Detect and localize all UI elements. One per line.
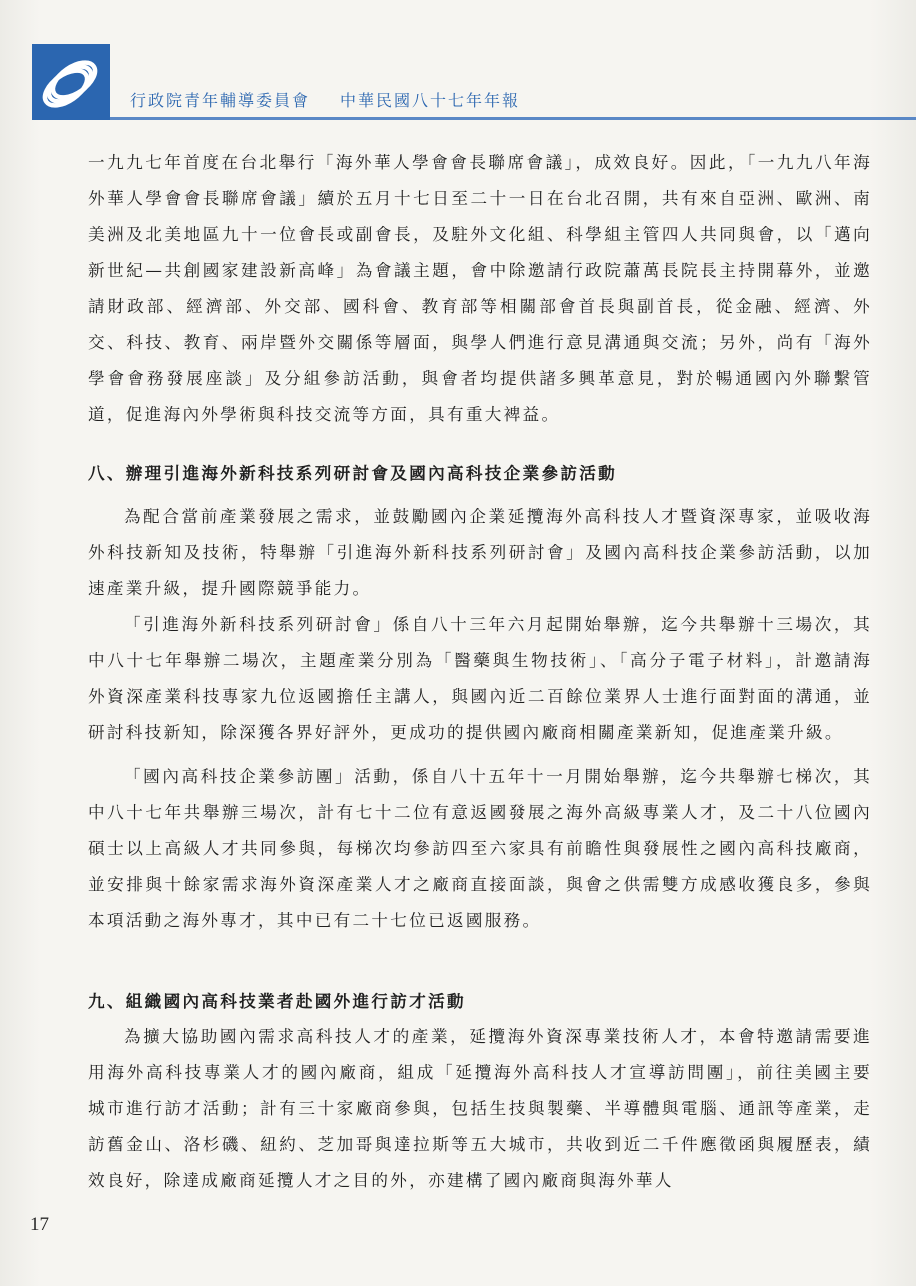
report-title: 中華民國八十七年年報 <box>340 91 521 110</box>
section-8-paragraph-1: 為配合當前產業發展之需求，並鼓勵國內企業延攬海外高科技人才暨資深專家，並吸收海外科技新知及技術，特舉辦「引進海外新科技系列研討會」及國內高科技企業參訪活動，以加速產業升級，提升國際競爭能力。 <box>88 507 872 598</box>
header-rule <box>110 117 916 120</box>
header-title <box>130 88 520 111</box>
intro-paragraph: 一九九七年首度在台北舉行「海外華人學會會長聯席會議」，成效良好。因此，「一九九八年海外華人學會會長聯席會議」續於五月十七日至二十一日在台北召開，共有來自亞洲、歐洲、南美洲及北美地區九十一位會長或副會長，及駐外文化組、科學組主管四人共同與會，以「邁向新世紀—共創國家建設新高峰」為會議主題，會中除邀請行政院蕭萬長院長主持開幕外，並邀請財政部、經濟部、外交部、國科會、教育部等相關部會首長與副首長，從金融、經濟、外交、科技、教育、兩岸暨外交關係等層面，與學人們進行意見溝通與交流；另外，尚有「海外學會會務發展座談」及分組參訪活動，與會者均提供諸多興革意見，對於暢通國內外聯繫管道，促進海內外學術與科技交流等方面，具有重大裨益。 <box>88 153 872 424</box>
logo <box>32 44 110 120</box>
organization-name: 行政院青年輔導委員會 <box>130 91 311 110</box>
section-8-paragraph-3: 「國內高科技企業參訪團」活動，係自八十五年十一月開始舉辦，迄今共舉辦七梯次，其中八十七年共舉辦三場次，計有七十二位有意返國發展之海外高級專業人才，及二十八位國內碩士以上高級人才共同參與，每梯次均參訪四至六家具有前瞻性與發展性之國內高科技廠商，並安排與十餘家需求海外資深產業人才之廠商直接面談，與會之供需雙方成感收獲良多，參與本項活動之海外專才，其中已有二十七位已返國服務。 <box>88 767 872 930</box>
section-heading-9: 九、組織國內高科技業者赴國外進行訪才活動 <box>88 991 466 1011</box>
section-9-paragraph-1: 為擴大協助國內需求高科技人才的產業，延攬海外資深專業技術人才，本會特邀請需要進用海外高科技專業人才的國內廠商，組成「延攬海外高科技人才宣導訪問團」，前往美國主要城市進行訪才活動；計有三十家廠商參與，包括生技與製藥、半導體與電腦、通訊等產業，走訪舊金山、洛杉磯、紐約、芝加哥與達拉斯等五大城市，共收到近二千件應徵函與履歷表，績效良好，除達成廠商延攬人才之目的外，亦建構了國內廠商與海外華人 <box>88 1027 872 1190</box>
page-number: 17 <box>30 1214 49 1235</box>
main-content <box>88 145 872 1199</box>
page-header <box>32 44 916 124</box>
section-heading-8: 八、辦理引進海外新科技系列研討會及國內高科技企業參訪活動 <box>88 463 618 483</box>
section-8-paragraph-2: 「引進海外新科技系列研討會」係自八十三年六月起開始舉辦，迄今共舉辦十三場次，其中八十七年舉辦二場次，主題產業分別為「醫藥與生物技術」、「高分子電子材料」，計邀請海外資深產業科技專家九位返國擔任主講人，與國內近二百餘位業界人士進行面對面的溝通，並研討科技新知，除深獲各界好評外，更成功的提供國內廠商相關產業新知，促進產業升級。 <box>88 615 872 742</box>
rings-logo-icon <box>36 50 106 114</box>
